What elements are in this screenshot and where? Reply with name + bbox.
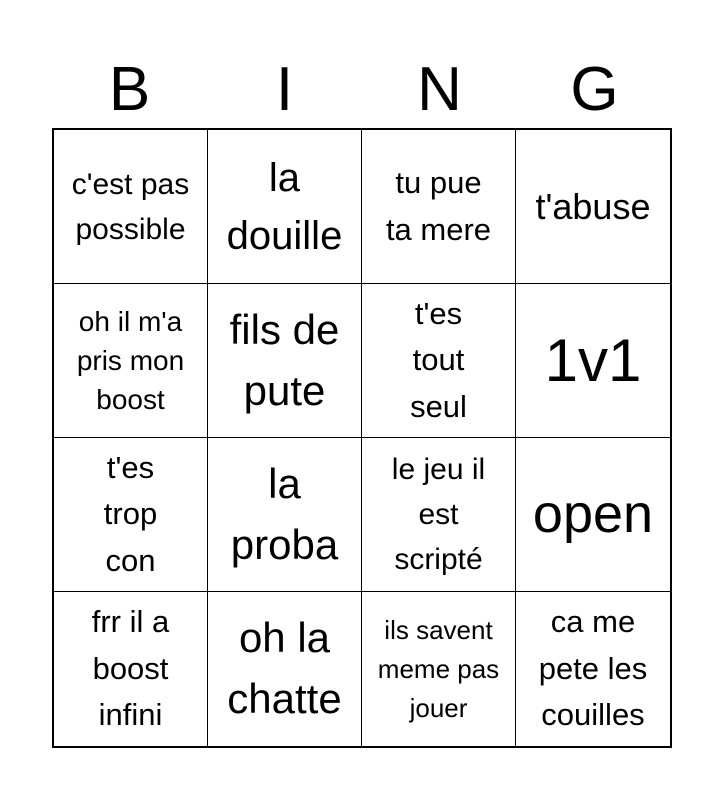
cell-text: oh il m'a pris mon boost xyxy=(76,305,185,416)
bingo-cell[interactable] xyxy=(208,592,362,746)
bingo-cell[interactable] xyxy=(208,438,362,592)
cell-text: fils de pute xyxy=(229,305,340,414)
cell-text: tu pue ta mere xyxy=(385,165,492,247)
bingo-cell[interactable] xyxy=(516,284,670,438)
bingo-board xyxy=(52,128,672,748)
bingo-cell[interactable] xyxy=(362,130,516,284)
cell-text: t'abuse xyxy=(535,185,651,227)
cell-text: 1v1 xyxy=(544,326,642,394)
bingo-cell[interactable] xyxy=(54,284,208,438)
cell-text: open xyxy=(532,484,654,545)
cell-text: le jeu il est scripté xyxy=(391,453,486,576)
cell-text: la douille xyxy=(226,155,343,258)
cell-text: frr il a boost infini xyxy=(91,604,170,733)
cell-text: la proba xyxy=(230,459,339,568)
bingo-cell[interactable] xyxy=(516,130,670,284)
bingo-cell[interactable] xyxy=(362,592,516,746)
bingo-cell[interactable] xyxy=(516,592,670,746)
cell-text: t'es tout seul xyxy=(410,295,467,424)
bingo-cell[interactable] xyxy=(362,438,516,592)
header-letter-b: B xyxy=(108,55,151,124)
bingo-cell[interactable] xyxy=(54,438,208,592)
bingo-cell[interactable] xyxy=(362,284,516,438)
bingo-header xyxy=(52,52,672,128)
cell-text: t'es trop con xyxy=(103,449,158,578)
cell-text: ca me pete les couilles xyxy=(538,604,648,733)
header-letter-i: I xyxy=(275,55,294,124)
cell-text: oh la chatte xyxy=(227,614,342,722)
cell-text: ils savent meme pas jouer xyxy=(377,614,500,723)
header-letter-g: G xyxy=(570,55,619,124)
bingo-cell[interactable] xyxy=(516,438,670,592)
bingo-cell[interactable] xyxy=(54,130,208,284)
bingo-cell[interactable] xyxy=(54,592,208,746)
header-letter-n: N xyxy=(417,55,462,124)
cell-text: c'est pas possible xyxy=(71,167,190,246)
bingo-cell[interactable] xyxy=(208,130,362,284)
bingo-cell[interactable] xyxy=(208,284,362,438)
